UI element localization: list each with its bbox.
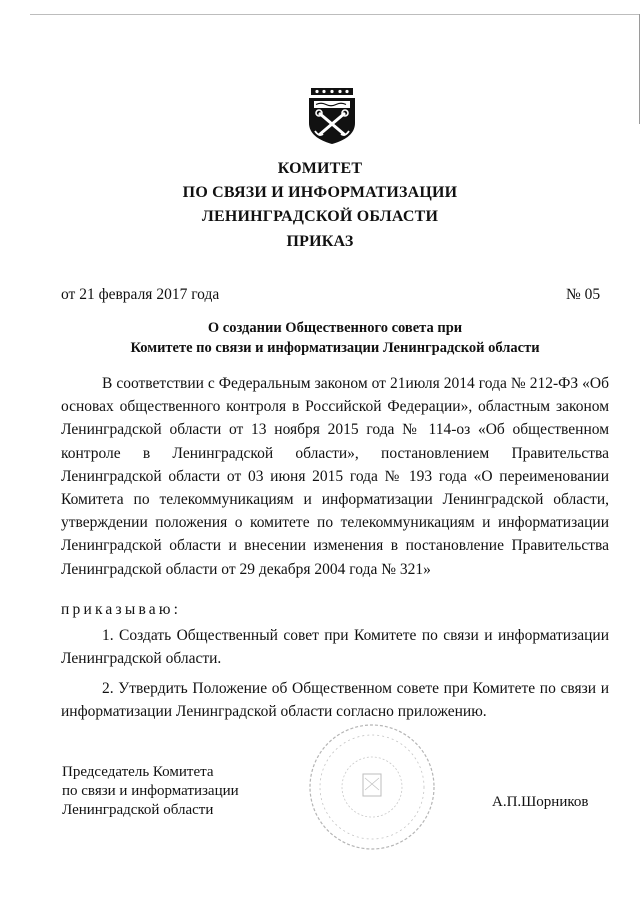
signatory-line1: Председатель Комитета [62,764,214,780]
official-stamp-icon [305,720,439,854]
signatory-name: А.П.Шорников [492,794,589,810]
org-name-line3: ЛЕНИНГРАДСКОЙ ОБЛАСТИ [201,208,439,225]
document-date: от 21 февраля 2017 года [61,286,220,303]
order-word: приказываю: [61,601,182,618]
order-item-2: 2. Утвердить Положение об Общественном совете при Комитете по связи и информатизации Ленинградской области согласно приложению. [61,680,609,721]
document-type: ПРИКАЗ [286,233,354,250]
signatory-line3: Ленинградской области [62,802,214,818]
title-line2: Комитете по связи и информатизации Ленинградской области [130,340,540,356]
scan-edge-top [30,14,640,15]
order-item-1: 1. Создать Общественный совет при Комитете по связи и информатизации Ленинградской области. [61,627,609,668]
org-name-line2: ПО СВЯЗИ И ИНФОРМАТИЗАЦИИ [182,184,458,201]
document-title [0,318,640,358]
signatory-line2: по связи и информатизации [62,783,239,799]
org-name-line1: КОМИТЕТ [277,160,363,177]
coat-of-arms-icon [301,87,363,145]
document-number: № 05 [566,286,601,303]
signatory-position [62,763,239,820]
title-line1: О создании Общественного совета при [207,320,463,336]
preamble-paragraph: В соответствии с Федеральным законом от 21июля 2014 года № 212-ФЗ «Об основах общественного контроля в Российской Федерации», областным законом Ленинградской области от 13 ноября 2015 года № 114-оз «Об общественном контроле в Ленинградской области», постановлением Правительства Ленинградской области от 03 июня 2015 года № 193 года «О переименовании Комитета по телекоммуникациям и информатизации Ленинградской области, утверждении положения о комитете по телекоммуникациям и информатизации Ленинградской области и внесении изменения в постановление Правительства Ленинградской области от 29 декабря 2004 года № 321» [61,375,609,578]
